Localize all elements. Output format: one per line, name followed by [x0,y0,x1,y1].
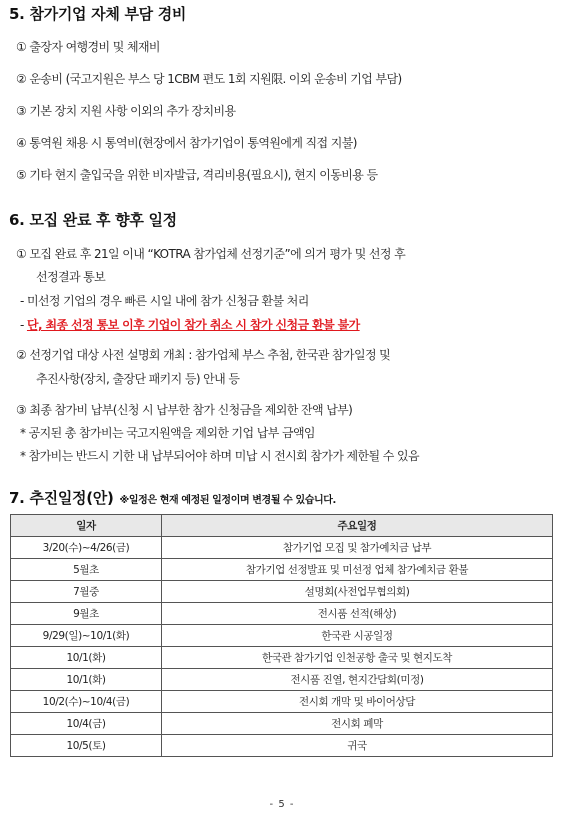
table-row [11,625,553,647]
table-header-row [11,515,553,537]
refund-warning: 단, 최종 선정 통보 이후 기업이 참가 취소 시 참가 신청금 환불 불가 [26,318,360,332]
row-date: 9월초 [11,603,162,625]
section5-title: 5. 참가기업 자체 부담 경비 [9,5,187,23]
section6-item2-line2: 추진사항(장치, 출장단 패키지 등) 안내 등 [36,372,240,386]
table-row [11,603,553,625]
section5-item-2: ② 운송비 (국고지원은 부스 당 1CBM 편도 1회 지원限. 이외 운송비 기업 부담) [16,72,402,86]
row-event: 한국관 시공일정 [162,625,553,647]
row-event: 전시회 폐막 [162,713,553,735]
section6-item1-line1: ① 모집 완료 후 21일 이내 “KOTRA 참가업체 선정기준”에 의거 평가 및 선정 후 [16,247,406,261]
row-date: 9/29(일)~10/1(화) [11,625,162,647]
row-date: 10/4(금) [11,713,162,735]
page-number: - 5 - [269,799,295,810]
table-row [11,691,553,713]
row-event: 귀국 [162,735,553,757]
row-event: 전시품 진열, 현지간담회(미정) [162,669,553,691]
row-event: 전시품 선적(해상) [162,603,553,625]
table-row [11,559,553,581]
sub2-dash: - [20,318,27,332]
row-date: 10/2(수)~10/4(금) [11,691,162,713]
table-row [11,669,553,691]
section5-item-5: ⑤ 기타 현지 출입국을 위한 비자발급, 격리비용(필요시), 현지 이동비용 등 [16,168,378,182]
row-date: 10/1(화) [11,647,162,669]
section6-title: 6. 모집 완료 후 향후 일정 [9,211,177,229]
table-row [11,537,553,559]
row-date: 5월초 [11,559,162,581]
section5-item-1: ① 출장자 여행경비 및 체재비 [16,40,160,54]
schedule-note: ※일정은 현재 예정된 일정이며 변경될 수 있습니다. [119,495,336,506]
header-date: 일자 [11,515,162,537]
section6-sub1: - 미선정 기업의 경우 빠른 시일 내에 참가 신청금 환불 처리 [20,294,309,308]
row-event: 참가기업 모집 및 참가예치금 납부 [162,537,553,559]
section5-item-4: ④ 통역원 채용 시 통역비(현장에서 참가기업이 통역원에게 직접 지불) [16,136,357,150]
schedule-table [10,514,553,757]
row-event: 설명회(사전업무협의회) [162,581,553,603]
section6-item1-line2: 선정결과 통보 [36,270,106,284]
section5-item-3: ③ 기본 장치 지원 사항 이외의 추가 장치비용 [16,104,236,118]
row-date: 10/1(화) [11,669,162,691]
row-event: 한국관 참가기업 인천공항 출국 및 현지도착 [162,647,553,669]
table-row [11,647,553,669]
row-date: 3/20(수)~4/26(금) [11,537,162,559]
row-date: 10/5(토) [11,735,162,757]
header-event: 주요일정 [162,515,553,537]
section7-heading [9,487,336,508]
section6-sub2 [20,316,360,333]
row-event: 전시회 개막 및 바이어상담 [162,691,553,713]
section6-item2-line1: ② 선정기업 대상 사전 설명회 개최 : 참가업체 부스 추첨, 한국관 참가일정 및 [16,348,391,362]
section7-title: 7. 추진일정(안) [9,489,114,507]
section6-star2: * 참가비는 반드시 기한 내 납부되어야 하며 미납 시 전시회 참가가 제한될 수 있음 [20,449,419,463]
row-date: 7월중 [11,581,162,603]
section6-star1: * 공지된 총 참가비는 국고지원액을 제외한 기업 납부 금액임 [20,426,315,440]
table-row [11,713,553,735]
table-row [11,581,553,603]
section6-item3: ③ 최종 참가비 납부(신청 시 납부한 참가 신청금을 제외한 잔액 납부) [16,403,353,417]
row-event: 참가기업 선정발표 및 미선정 업체 참가예치금 환불 [162,559,553,581]
table-row [11,735,553,757]
